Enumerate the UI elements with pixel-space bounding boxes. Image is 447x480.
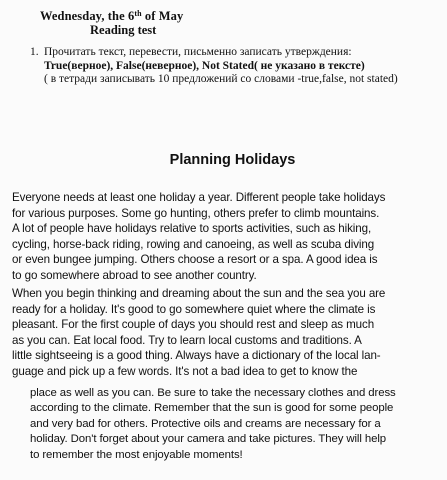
article-title: Planning Holidays	[169, 152, 296, 168]
text-line: ready for a holiday. It's good to go somewhere quiet where the climate is	[12, 302, 376, 316]
text-line: holiday. Don't forget about your camera and take pictures. They will help	[30, 433, 386, 446]
text-line: as you can. Eat local food. Try to learn local customs and traditions. A	[12, 333, 362, 347]
text-line: to remember the most enjoyable moments!	[30, 448, 243, 461]
date-prefix: Wednesday, the 6	[40, 9, 135, 23]
article-paragraph-2	[12, 286, 441, 380]
article-paragraph-1	[12, 190, 441, 284]
text-line: Everyone needs at least one holiday a year. Different people take holidays	[12, 191, 386, 204]
text-line: When you begin thinking and dreaming about the sun and the sea you are	[12, 287, 386, 300]
text-line: according to the climate. Remember that the sun is good for some people	[30, 402, 394, 415]
text-line: to go somewhere abroad to see another country.	[12, 268, 257, 282]
text-line: A lot of people have holidays relative to sports activities, such as hiking,	[12, 222, 372, 236]
text-line: cycling, horse-back riding, rowing and canoeing, as well as scuba diving	[12, 237, 375, 251]
article-paragraph-3	[30, 386, 437, 463]
date-rest: of May	[141, 9, 184, 23]
date-ordinal-suffix: th	[134, 9, 142, 18]
task-number: 1.	[30, 46, 39, 58]
text-line: and very bad for others. Protective oils and creams are necessary for a	[30, 417, 381, 430]
task-note: ( в тетради записывать 10 предложений со словами -true,false, not stated)	[44, 73, 398, 86]
text-line: for various purposes. Some go hunting, others prefer to climb mountains.	[12, 206, 380, 220]
worksheet-subtitle: Reading test	[90, 23, 157, 37]
task-intro: Прочитать текст, перевести, письменно записать утверждения:	[44, 46, 352, 58]
task-instructions	[30, 46, 430, 87]
text-line: place as well as you can. Be sure to take the necessary clothes and dress	[30, 387, 396, 399]
worksheet-date	[40, 9, 183, 24]
task-body	[44, 46, 430, 87]
text-line: or even bungee jumping. Others choose a resort or a spa. A good idea is	[12, 253, 378, 267]
text-line: little sightseeing is a good thing. Always have a dictionary of the local lan-	[12, 349, 381, 363]
text-line: guage and pick up a few words. It's not a bad idea to get to know the	[12, 364, 358, 378]
task-answer-labels: True(верное), False(неверное), Not Stated( не указано в тексте)	[44, 59, 365, 72]
text-line: pleasant. For the first couple of days you should rest and sleep as much	[12, 318, 375, 332]
